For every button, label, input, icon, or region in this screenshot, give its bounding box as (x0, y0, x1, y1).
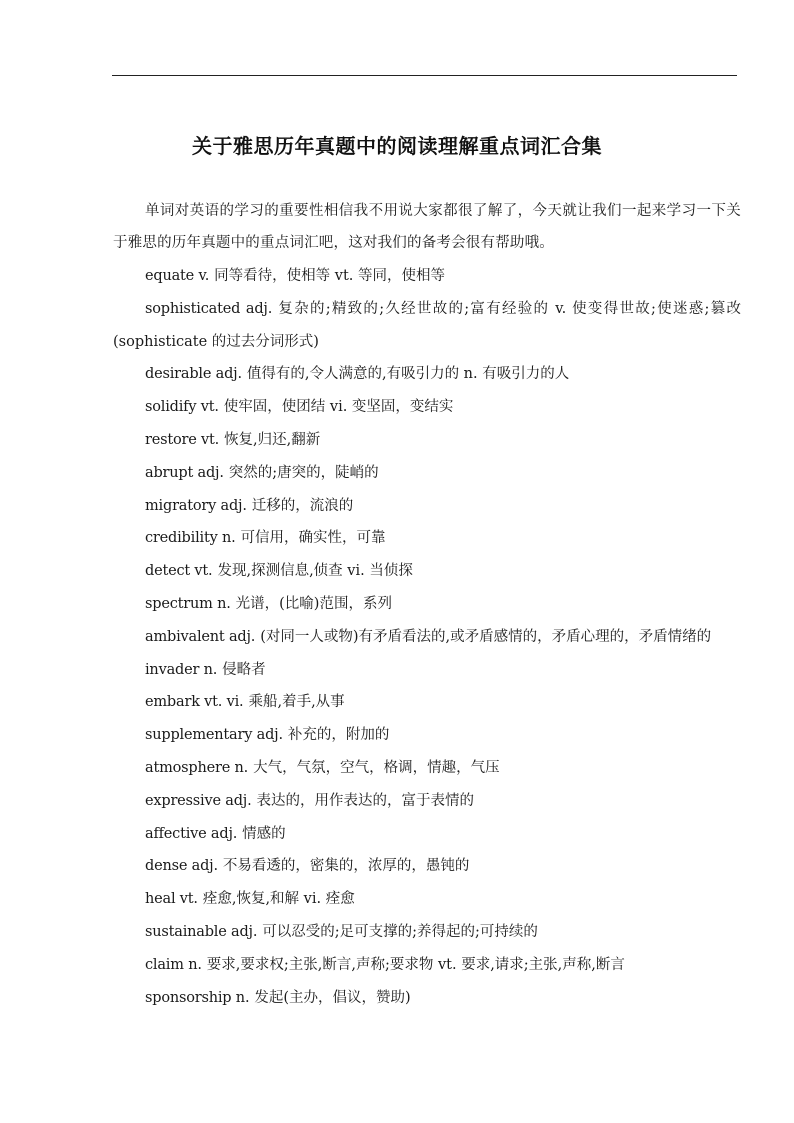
vocab-word: atmosphere n. (145, 759, 249, 776)
vocab-word: spectrum n. (145, 595, 231, 612)
vocab-word: embark vt. vi. (145, 694, 244, 711)
header-rule (112, 75, 737, 76)
vocab-word: credibility n. (145, 530, 236, 547)
vocab-definition: 使牢固，使团结 vi. 变坚固，变结实 (223, 399, 454, 416)
vocab-entry (113, 883, 741, 916)
vocab-definition: 同等看待，使相等 vt. 等同，使相等 (214, 268, 446, 284)
vocab-definition: 要求,要求权;主张,断言,声称;要求物 vt. 要求,请求;主张,声称,断言 (206, 956, 625, 973)
vocab-word: migratory adj. (145, 497, 247, 514)
vocab-entry (113, 293, 741, 359)
vocab-entry (113, 621, 741, 654)
vocab-entry (113, 686, 741, 719)
vocab-word: abrupt adj. (145, 464, 224, 481)
vocab-definition: 突然的;唐突的，陡峭的 (228, 464, 379, 481)
vocab-definition: (对同一人或物)有矛盾看法的,或矛盾感情的，矛盾心理的，矛盾情绪的 (260, 628, 712, 645)
vocab-word: dense adj. (145, 858, 218, 875)
vocab-definition: 恢复,归还,翻新 (224, 431, 321, 448)
vocab-entry (113, 719, 741, 752)
intro-paragraph: 单词对英语的学习的重要性相信我不用说大家都很了解了，今天就让我们一起来学习一下关于雅思的历年真题中的重点词汇吧，这对我们的备考会很有帮助哦。 (113, 203, 741, 251)
vocab-entry (113, 982, 741, 1015)
vocab-definition: 大气，气氛，空气，格调，情趣，气压 (253, 759, 500, 776)
vocab-word: solidify vt. (145, 399, 219, 416)
vocab-word: affective adj. (145, 825, 238, 842)
vocab-entry (113, 490, 741, 523)
vocab-entry (113, 818, 741, 851)
vocab-entry (113, 260, 741, 293)
vocab-word: supplementary adj. (145, 727, 283, 744)
vocab-word: heal vt. (145, 891, 198, 908)
vocab-definition: 发现,探测信息,侦查 vi. 当侦探 (217, 563, 413, 580)
vocab-word: detect vt. (145, 563, 213, 580)
vocab-entry (113, 949, 741, 982)
vocab-definition: 发起(主办，倡议，赞助) (254, 989, 411, 1006)
vocab-definition: 补充的，附加的 (287, 727, 390, 744)
vocab-entry (113, 752, 741, 785)
vocab-definition: 表达的，用作表达的，富于表情的 (256, 792, 474, 809)
vocab-entry (113, 358, 741, 391)
vocab-word: equate v. (145, 268, 210, 284)
vocab-definition: 痊愈,恢复,和解 vi. 痊愈 (202, 891, 355, 908)
vocab-entry (113, 522, 741, 555)
vocab-word: sophisticated adj. (145, 300, 273, 317)
vocab-entry (113, 424, 741, 457)
vocab-definition: 侵略者 (222, 661, 266, 678)
vocab-definition: 可信用，确实性，可靠 (240, 530, 386, 547)
vocab-word: invader n. (145, 661, 218, 678)
vocab-entry (113, 654, 741, 687)
vocab-word: claim n. (145, 956, 202, 973)
vocab-definition: 迁移的，流浪的 (251, 497, 354, 514)
vocab-definition: 情感的 (242, 825, 286, 842)
vocab-entry (113, 391, 741, 424)
page-title: 关于雅思历年真题中的阅读理解重点词汇合集 (192, 134, 602, 158)
vocab-entry (113, 785, 741, 818)
vocab-entry (113, 588, 741, 621)
vocab-word: desirable adj. (145, 366, 242, 383)
vocab-word: ambivalent adj. (145, 628, 256, 645)
vocab-entry (113, 457, 741, 490)
vocab-word: sponsorship n. (145, 989, 250, 1006)
vocab-word: restore vt. (145, 431, 220, 448)
vocab-word: expressive adj. (145, 792, 252, 809)
vocab-definition: 不易看透的，密集的，浓厚的，愚钝的 (222, 858, 470, 875)
vocab-entry (113, 555, 741, 588)
vocab-entry (113, 850, 741, 883)
vocab-definition: 光谱，(比喻)范围，系列 (235, 595, 392, 612)
vocab-definition: 乘船,着手,从事 (248, 694, 345, 711)
vocab-definition: 复杂的;精致的;久经世故的;富有经验的 v. 使变得世故;使迷惑;篡改(sophisticate 的过去分词形式) (113, 300, 741, 350)
vocab-word: sustainable adj. (145, 923, 258, 940)
vocab-entry (113, 916, 741, 949)
vocab-definition: 可以忍受的;足可支撑的;养得起的;可持续的 (262, 923, 538, 940)
vocab-definition: 值得有的,令人满意的,有吸引力的 n. 有吸引力的人 (246, 366, 570, 383)
vocabulary-list (113, 260, 741, 1014)
